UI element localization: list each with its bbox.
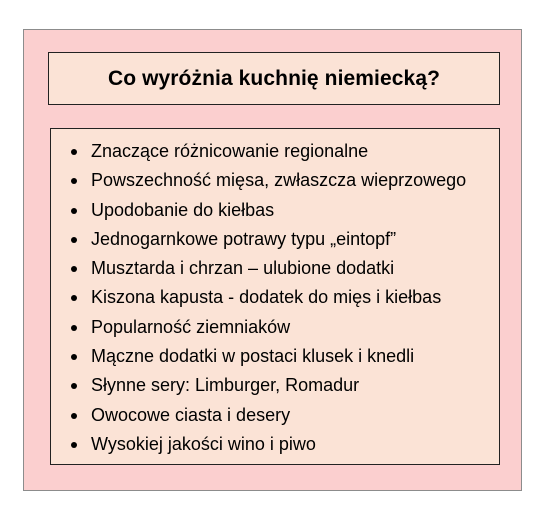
list-item-text: Popularność ziemniaków	[91, 316, 291, 337]
bullet-icon	[71, 208, 77, 214]
bullet-icon	[71, 295, 77, 301]
list-item	[51, 342, 499, 371]
list-item-text: Słynne sery: Limburger, Romadur	[91, 375, 360, 396]
list-item	[51, 254, 499, 283]
list-item-text: Musztarda i chrzan – ulubione dodatki	[91, 258, 395, 279]
bullet-icon	[71, 237, 77, 243]
list-item-text: Upodobanie do kiełbas	[91, 199, 275, 220]
list-item	[51, 313, 499, 342]
bullet-icon	[71, 413, 77, 419]
bullet-icon	[71, 354, 77, 360]
list-item-text: Wysokiej jakości wino i piwo	[91, 433, 316, 454]
bullet-icon	[71, 149, 77, 155]
list-item	[51, 137, 499, 166]
list-item-text: Mączne dodatki w postaci klusek i knedli	[91, 346, 415, 367]
page-title: Co wyróżnia kuchnię niemiecką?	[107, 66, 441, 90]
list-item	[51, 283, 499, 312]
title-box	[48, 52, 500, 105]
features-list	[51, 137, 499, 459]
list-item	[51, 401, 499, 430]
list-item-text: Owocowe ciasta i desery	[91, 404, 291, 425]
bullet-icon	[71, 266, 77, 272]
list-item-text: Jednogarnkowe potrawy typu „eintopf”	[91, 228, 397, 249]
list-item	[51, 225, 499, 254]
list-item	[51, 430, 499, 459]
list-item-text: Znaczące różnicowanie regionalne	[91, 141, 369, 161]
features-box	[50, 128, 500, 465]
list-item	[51, 371, 499, 400]
bullet-icon	[71, 383, 77, 389]
bullet-icon	[71, 325, 77, 331]
list-item-text: Kiszona kapusta - dodatek do mięs i kiełbas	[91, 287, 442, 308]
bullet-icon	[71, 178, 77, 184]
list-item	[51, 166, 499, 195]
list-item-text: Powszechność mięsa, zwłaszcza wieprzowego	[91, 170, 467, 191]
bullet-icon	[71, 442, 77, 448]
list-item	[51, 196, 499, 225]
